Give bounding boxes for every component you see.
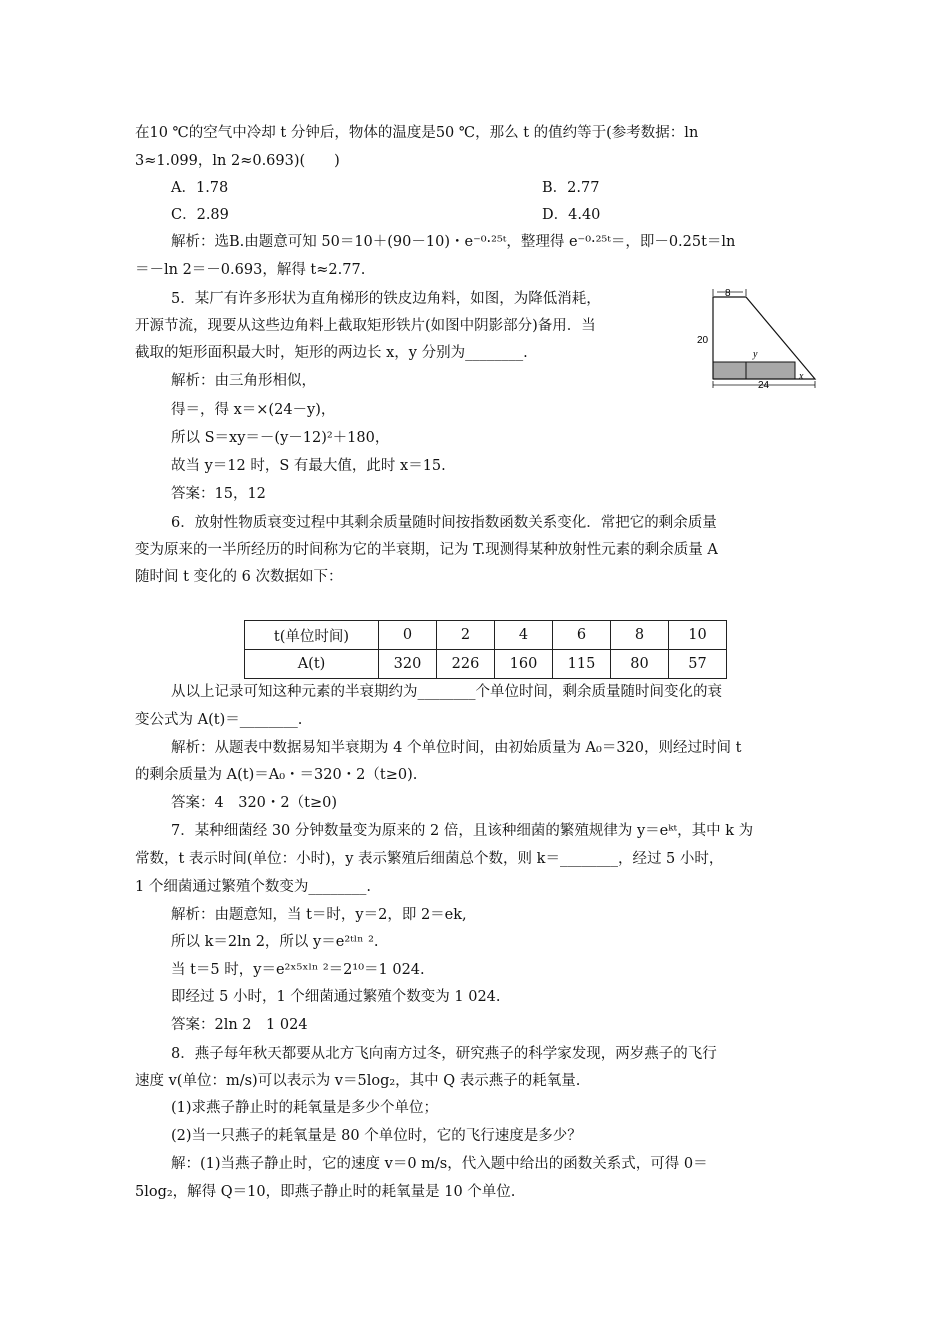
text-line: 故当 y＝12 时，S 有最大值，此时 x＝15. — [171, 458, 446, 474]
text-line: 5log₂，解得 Q＝10，即燕子静止时的耗氧量是 10 个单位. — [135, 1184, 516, 1200]
figure-label-left: 20 — [697, 335, 709, 346]
problem-5: 5．某厂有许多形状为直角梯形的铁皮边角料，如图，为降低消耗， — [171, 291, 601, 307]
option-b: B．2.77 — [542, 180, 600, 196]
answer-7: 答案：2ln 2 1 024 — [171, 1017, 308, 1033]
figure-label-bottom: 24 — [758, 380, 770, 389]
text-line: 在10 ℃的空气中冷却 t 分钟后，物体的温度是50 ℃，那么 t 的值约等于(参考数据：ln — [135, 125, 699, 141]
text-line: 所以 S＝xy＝－(y－12)²＋180， — [171, 430, 390, 446]
text-line: 截取的矩形面积最大时，矩形的两边长 x，y 分别为________. — [135, 345, 528, 361]
table-cell: 10 — [669, 621, 727, 650]
table-row — [245, 621, 727, 650]
text-line: 解析：从题表中数据易知半衰期为 4 个单位时间，由初始质量为 A₀＝320，则经过时间 t — [171, 740, 742, 756]
decay-table — [244, 620, 727, 679]
table-cell: 6 — [553, 621, 611, 650]
table-header-cell: A(t) — [245, 650, 379, 679]
text-line: 解：(1)当燕子静止时，它的速度 v＝0 m/s，代入题中给出的函数关系式，可得 0＝ — [171, 1156, 708, 1172]
text-line: 得＝，得 x＝×(24－y)， — [171, 402, 336, 418]
text-line: 所以 k＝2ln 2，所以 y＝e²ᵗˡⁿ ². — [171, 934, 379, 950]
text-line: (1)求燕子静止时的耗氧量是多少个单位； — [171, 1100, 439, 1116]
problem-6: 6．放射性物质衰变过程中其剩余质量随时间按指数函数关系变化．常把它的剩余质量 — [171, 515, 717, 531]
trapezoid-figure — [695, 287, 820, 389]
table-cell: 2 — [437, 621, 495, 650]
table-cell: 8 — [611, 621, 669, 650]
text-line: 即经过 5 小时，1 个细菌通过繁殖个数变为 1 024. — [171, 989, 501, 1005]
text-line: 解析：选B.由题意可知 50＝10＋(90－10)・e⁻⁰·²⁵ᵗ，整理得 e⁻⁰·²⁵ᵗ＝，即－0.25t＝ln — [171, 234, 736, 250]
text-line: 解析：由三角形相似， — [171, 373, 316, 389]
answer-6: 答案：4 320・2（t≥0) — [171, 795, 337, 811]
table-row — [245, 650, 727, 679]
option-c: C．2.89 — [171, 207, 229, 223]
text-line: 1 个细菌通过繁殖个数变为________. — [135, 879, 371, 895]
text-line: ＝－ln 2＝－0.693，解得 t≈2.77. — [135, 262, 366, 278]
option-d: D．4.40 — [542, 207, 601, 223]
text-line: 随时间 t 变化的 6 次数据如下： — [135, 569, 343, 585]
table-header-cell: t(单位时间) — [245, 621, 379, 650]
text-line: 常数，t 表示时间(单位：小时)，y 表示繁殖后细菌总个数，则 k＝________，经过 5 小时， — [135, 851, 724, 867]
option-a: A．1.78 — [171, 180, 229, 196]
text-line: 解析：由题意知，当 t＝时，y＝2，即 2＝ek, — [171, 907, 467, 923]
table-cell: 226 — [437, 650, 495, 679]
table-cell: 320 — [379, 650, 437, 679]
table-cell: 0 — [379, 621, 437, 650]
text-line: 开源节流，现要从这些边角料上截取矩形铁片(如图中阴影部分)备用．当 — [135, 318, 596, 334]
table-cell: 57 — [669, 650, 727, 679]
text-line: 变公式为 A(t)＝________. — [135, 712, 303, 728]
text-line: 3≈1.099，ln 2≈0.693)( ) — [135, 153, 340, 169]
text-line: 变为原来的一半所经历的时间称为它的半衰期，记为 T.现测得某种放射性元素的剩余质量 A — [135, 542, 718, 558]
figure-label-x: x — [799, 371, 804, 382]
text-line: 从以上记录可知这种元素的半衰期约为________个单位时间，剩余质量随时间变化的衰 — [171, 684, 722, 700]
figure-label-y: y — [753, 349, 758, 360]
table-cell: 160 — [495, 650, 553, 679]
text-line: 当 t＝5 时，y＝e²ˣ⁵ˣˡⁿ ²＝2¹⁰＝1 024. — [171, 962, 425, 978]
text-line: 的剩余质量为 A(t)＝A₀・＝320・2（t≥0). — [135, 767, 418, 783]
figure-label-top: 8 — [725, 288, 731, 299]
text-line: (2)当一只燕子的耗氧量是 80 个单位时，它的飞行速度是多少？ — [171, 1128, 582, 1144]
text-line: 速度 v(单位：m/s)可以表示为 v＝5log₂，其中 Q 表示燕子的耗氧量. — [135, 1073, 581, 1089]
table-cell: 115 — [553, 650, 611, 679]
table-cell: 4 — [495, 621, 553, 650]
problem-8: 8．燕子每年秋天都要从北方飞向南方过冬，研究燕子的科学家发现，两岁燕子的飞行 — [171, 1046, 717, 1062]
table-cell: 80 — [611, 650, 669, 679]
answer-5: 答案：15，12 — [171, 486, 266, 502]
problem-7: 7．某种细菌经 30 分钟数量变为原来的 2 倍，且该种细菌的繁殖规律为 y＝eᵏᵗ，其中 k 为 — [171, 823, 754, 839]
